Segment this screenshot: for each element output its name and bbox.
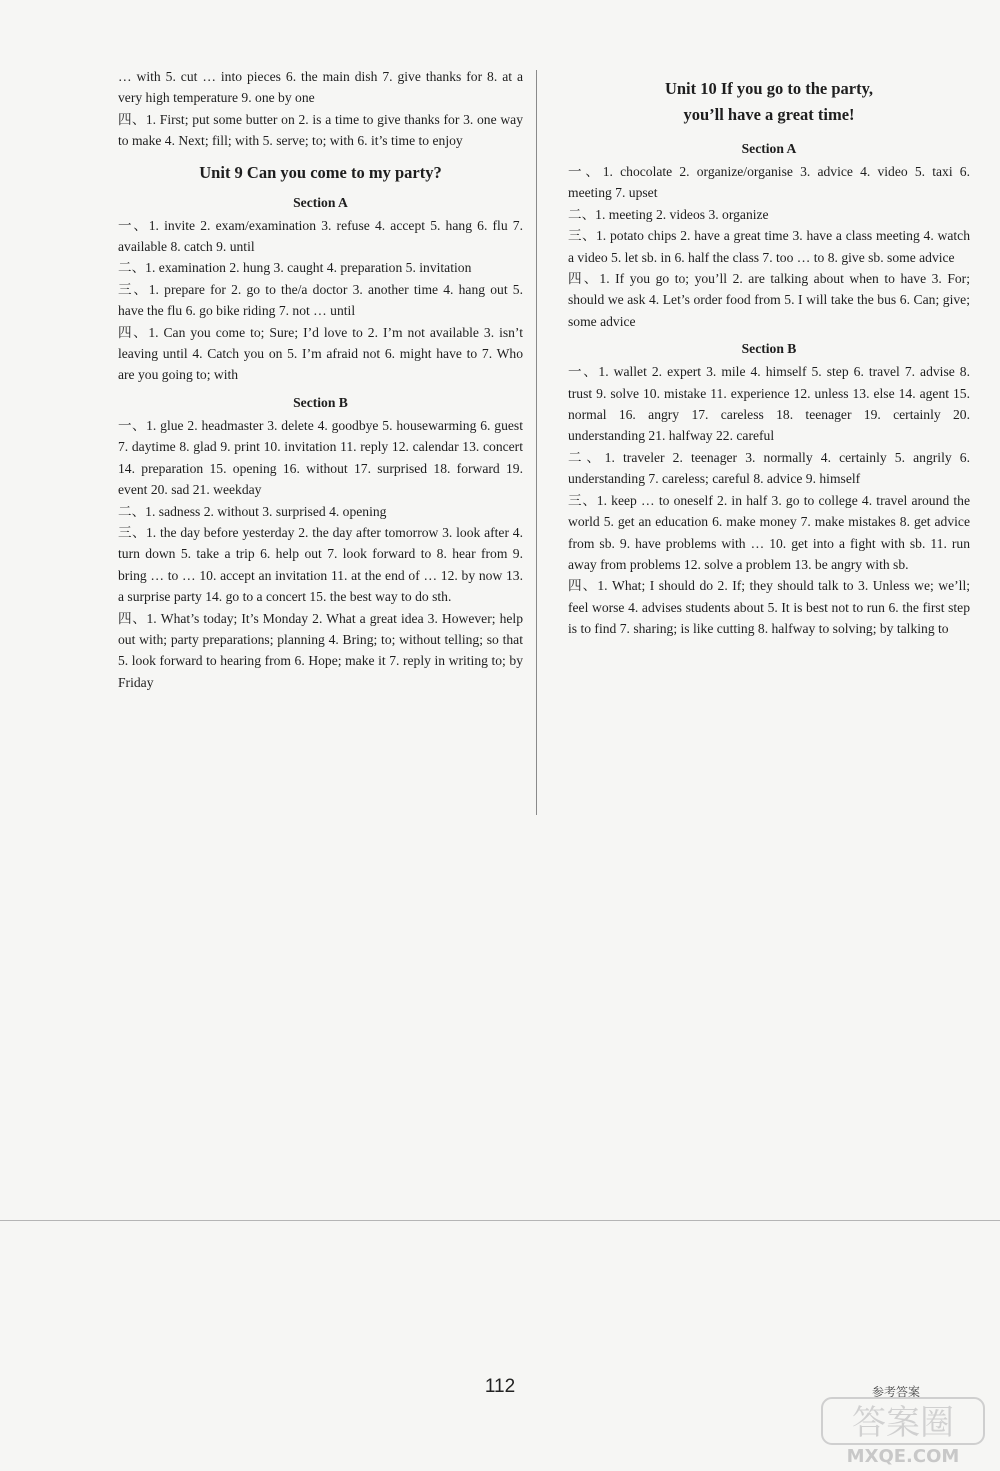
footer-rule	[0, 1220, 1000, 1221]
answer-line: 三、1. potato chips 2. have a great time 3. have a class meeting 4. watch a video 5. let sb. in 6. half the class 7. too … to 8. give sb. some advice	[568, 228, 970, 265]
section-b-title: Section B	[293, 394, 348, 410]
section-b-title: Section B	[741, 341, 797, 357]
answer-line: 四、1. What; I should do 2. If; they should talk to 3. Unless we; we’ll; feel worse 4. advises students about 5. It is best not to run 6. the first step is to find 7. sharing; is like cutting 8. halfway to solving; by talking to	[568, 578, 970, 637]
footer-label: 参考答案	[872, 1385, 921, 1399]
watermark-text: 答案圈	[852, 1403, 954, 1443]
watermark-url: MXQE.COM	[846, 1446, 960, 1467]
answer-line: 四、1. First; put some butter on 2. is a time to give thanks for 3. one way to make 4. Next; fill; with 5. serve; to; with 6. it’s time to enjoy	[118, 111, 523, 149]
answer-line: 三、1. prepare for 2. go to the/a doctor 3. another time 4. hang out 5. have the flu 6. go bike riding 7. not … until	[118, 281, 523, 319]
answer-line: 三、1. the day before yesterday 2. the day after tomorrow 3. look after 4. turn down 5. take a trip 6. help out 7. look forward to 8. hear from 9. bring … to … 10. accept an invitation 11. at the end of … 12. by now 13. a surprise party 14. go to a concert 15. the best way to do sth.	[118, 524, 523, 605]
right-column	[568, 66, 970, 640]
answer-line: 一、1. invite 2. exam/examination 3. refuse 4. accept 5. hang 6. flu 7. available 8. catch 9. until	[118, 217, 523, 255]
answer-line: 二、1. sadness 2. without 3. surprised 4. opening	[118, 503, 387, 519]
left-column	[118, 66, 523, 693]
unit-10-title-line-2: you’ll have a great time!	[683, 105, 855, 124]
answer-line: 二、1. traveler 2. teenager 3. normally 4. certainly 5. angrily 6. understanding 7. careless; careful 8. advice 9. himself	[568, 449, 970, 487]
section-a-title: Section A	[293, 194, 348, 210]
unit-9-title: Unit 9 Can you come to my party?	[199, 162, 442, 182]
answer-line: … with 5. cut … into pieces 6. the main dish 7. give thanks for 8. at a very high temperature 9. one by one	[118, 69, 523, 106]
answer-line: 四、1. What’s today; It’s Monday 2. What a great idea 3. However; help out with; party preparations; planning 4. Bring; to; without telling; so that 5. look forward to hearing from 6. Hope; make it 7. reply in writing to; by Friday	[118, 610, 523, 690]
watermark-logo	[818, 1392, 988, 1467]
answer-line: 一、1. glue 2. headmaster 3. delete 4. goodbye 5. housewarming 6. guest 7. daytime 8. glad 9. print 10. invitation 11. reply 12. calendar 13. concert 14. preparation 15. opening 16. without 17. surprised 18. forward 19. event 20. sad 21. weekday	[118, 417, 523, 498]
answer-line: 二、1. examination 2. hung 3. caught 4. preparation 5. invitation	[118, 260, 472, 276]
answer-line: 一、1. chocolate 2. organize/organise 3. advice 4. video 5. taxi 6. meeting 7. upset	[568, 164, 970, 201]
answer-line: 一、1. wallet 2. expert 3. mile 4. himself 5. step 6. travel 7. advise 8. trust 9. solve 10. mistake 11. experience 12. unless 13. else 14. agent 15. normal 16. angry 17. careless 18. teenager 19. certainly 20. understanding 21. halfway 22. careful	[568, 364, 970, 444]
answer-line: 四、1. If you go to; you’ll 2. are talking about when to have 3. For; should we ask 4. Let’s order food from 5. I will take the bus 6. Can; give; some advice	[568, 271, 970, 329]
answer-line: 二、1. meeting 2. videos 3. organize	[568, 206, 769, 222]
page-number: 112	[484, 1376, 516, 1397]
answer-line: 三、1. keep … to oneself 2. in half 3. go to college 4. travel around the world 5. get an education 6. make money 7. make mistakes 8. get advice from sb. 9. have problems with … 10. get into a fight with sb. 11. run away from problems 12. solve a problem 13. be angry with sb.	[568, 492, 970, 572]
section-a-title: Section A	[741, 141, 797, 156]
unit-10-title-line-1: Unit 10 If you go to the party,	[664, 79, 874, 98]
column-divider	[536, 70, 537, 815]
answer-line: 四、1. Can you come to; Sure; I’d love to 2. I’m not available 3. isn’t leaving until 4. Catch you on 5. I’m afraid not 6. might have to 7. Who are you going to; with	[118, 324, 523, 383]
